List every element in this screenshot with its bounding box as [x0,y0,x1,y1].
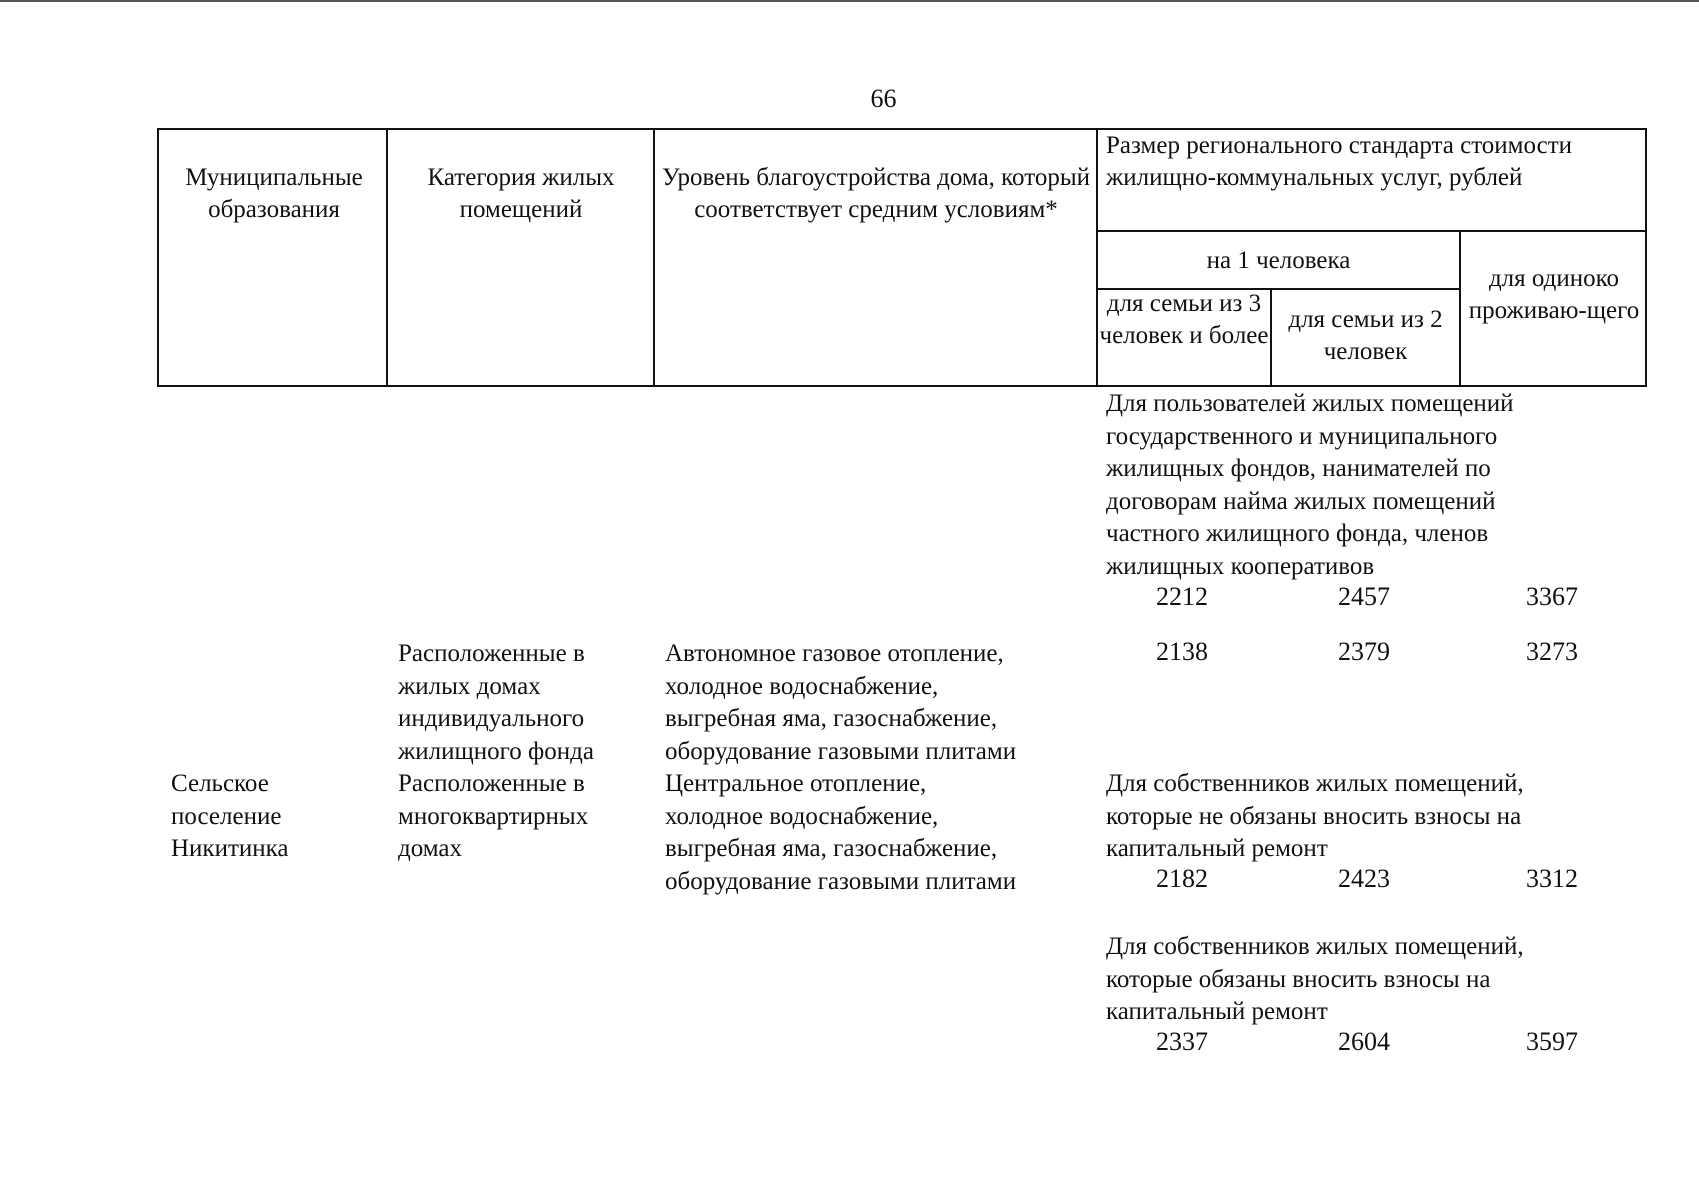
text-line: жилых домах [398,673,541,700]
value-single: 3597 [1526,1027,1578,1056]
divider [386,130,388,385]
header-improvement: Уровень благоустройства дома, который соответствует средним условиям* [662,164,1090,223]
text-line: Для пользователей жилых помещений [1106,390,1514,417]
text-line: капитальный ремонт [1106,998,1328,1025]
text-line: выгребная яма, газоснабжение, [665,705,998,732]
value-family-3: 2138 [1156,637,1208,666]
text-line: многоквартирных [398,803,589,830]
value-family-2: 2423 [1338,864,1390,893]
text-line: домах [398,835,462,862]
text-line: оборудование газовыми плитами [665,868,1017,895]
text-line: индивидуального [398,705,585,732]
header-family-3: для семьи из 3 человек и более [1099,290,1269,349]
text-line: Центральное отопление, [665,770,927,797]
header-single: для одиноко проживаю-щего [1468,265,1640,324]
text-line: Расположенные в [398,640,585,667]
text-line: Автономное газовое отопление, [665,640,1004,667]
text-line: которые обязаны вносить взносы на [1106,966,1491,993]
value-single: 3273 [1526,637,1578,666]
header-category: Категория жилых помещений [427,164,615,223]
text-line: поселение [171,803,282,830]
value-single: 3367 [1526,582,1578,611]
text-line: оборудование газовыми плитами [665,738,1017,765]
text-line: Сельское [171,770,269,797]
value-family-3: 2182 [1156,864,1208,893]
value-family-2: 2379 [1338,637,1390,666]
header-per-person: на 1 человека [1206,247,1351,274]
text-line: которые не обязаны вносить взносы на [1106,803,1522,830]
text-line: жилищных кооперативов [1106,553,1375,580]
table-header [157,128,1647,387]
divider [1096,230,1647,232]
text-line: Расположенные в [398,770,585,797]
text-line: государственного и муниципального [1106,423,1498,450]
text-line: жилищных фондов, нанимателей по [1106,455,1491,482]
value-family-3: 2337 [1156,1027,1208,1056]
text-line: Для собственников жилых помещений, [1106,770,1524,797]
value-family-2: 2457 [1338,582,1390,611]
text-line: частного жилищного фонда, членов [1106,520,1489,547]
header-municipality: Муниципальные образования [185,164,363,223]
text-line: капитальный ремонт [1106,835,1328,862]
text-line: Никитинка [171,835,289,862]
text-line: договорам найма жилых помещений [1106,488,1496,515]
text-line: холодное водоснабжение, [665,803,939,830]
text-line: холодное водоснабжение, [665,673,939,700]
header-standard: Размер регионального стандарта стоимости жилищно-коммунальных услуг, рублей [1106,132,1573,191]
value-single: 3312 [1526,864,1578,893]
header-family-2: для семьи из 2 человек [1288,306,1443,365]
text-line: выгребная яма, газоснабжение, [665,835,998,862]
page-top-border [0,0,1699,2]
value-family-3: 2212 [1156,582,1208,611]
value-family-2: 2604 [1338,1027,1390,1056]
divider [653,130,655,385]
page-number: 66 [870,84,897,113]
text-line: жилищного фонда [398,738,594,765]
text-line: Для собственников жилых помещений, [1106,933,1524,960]
